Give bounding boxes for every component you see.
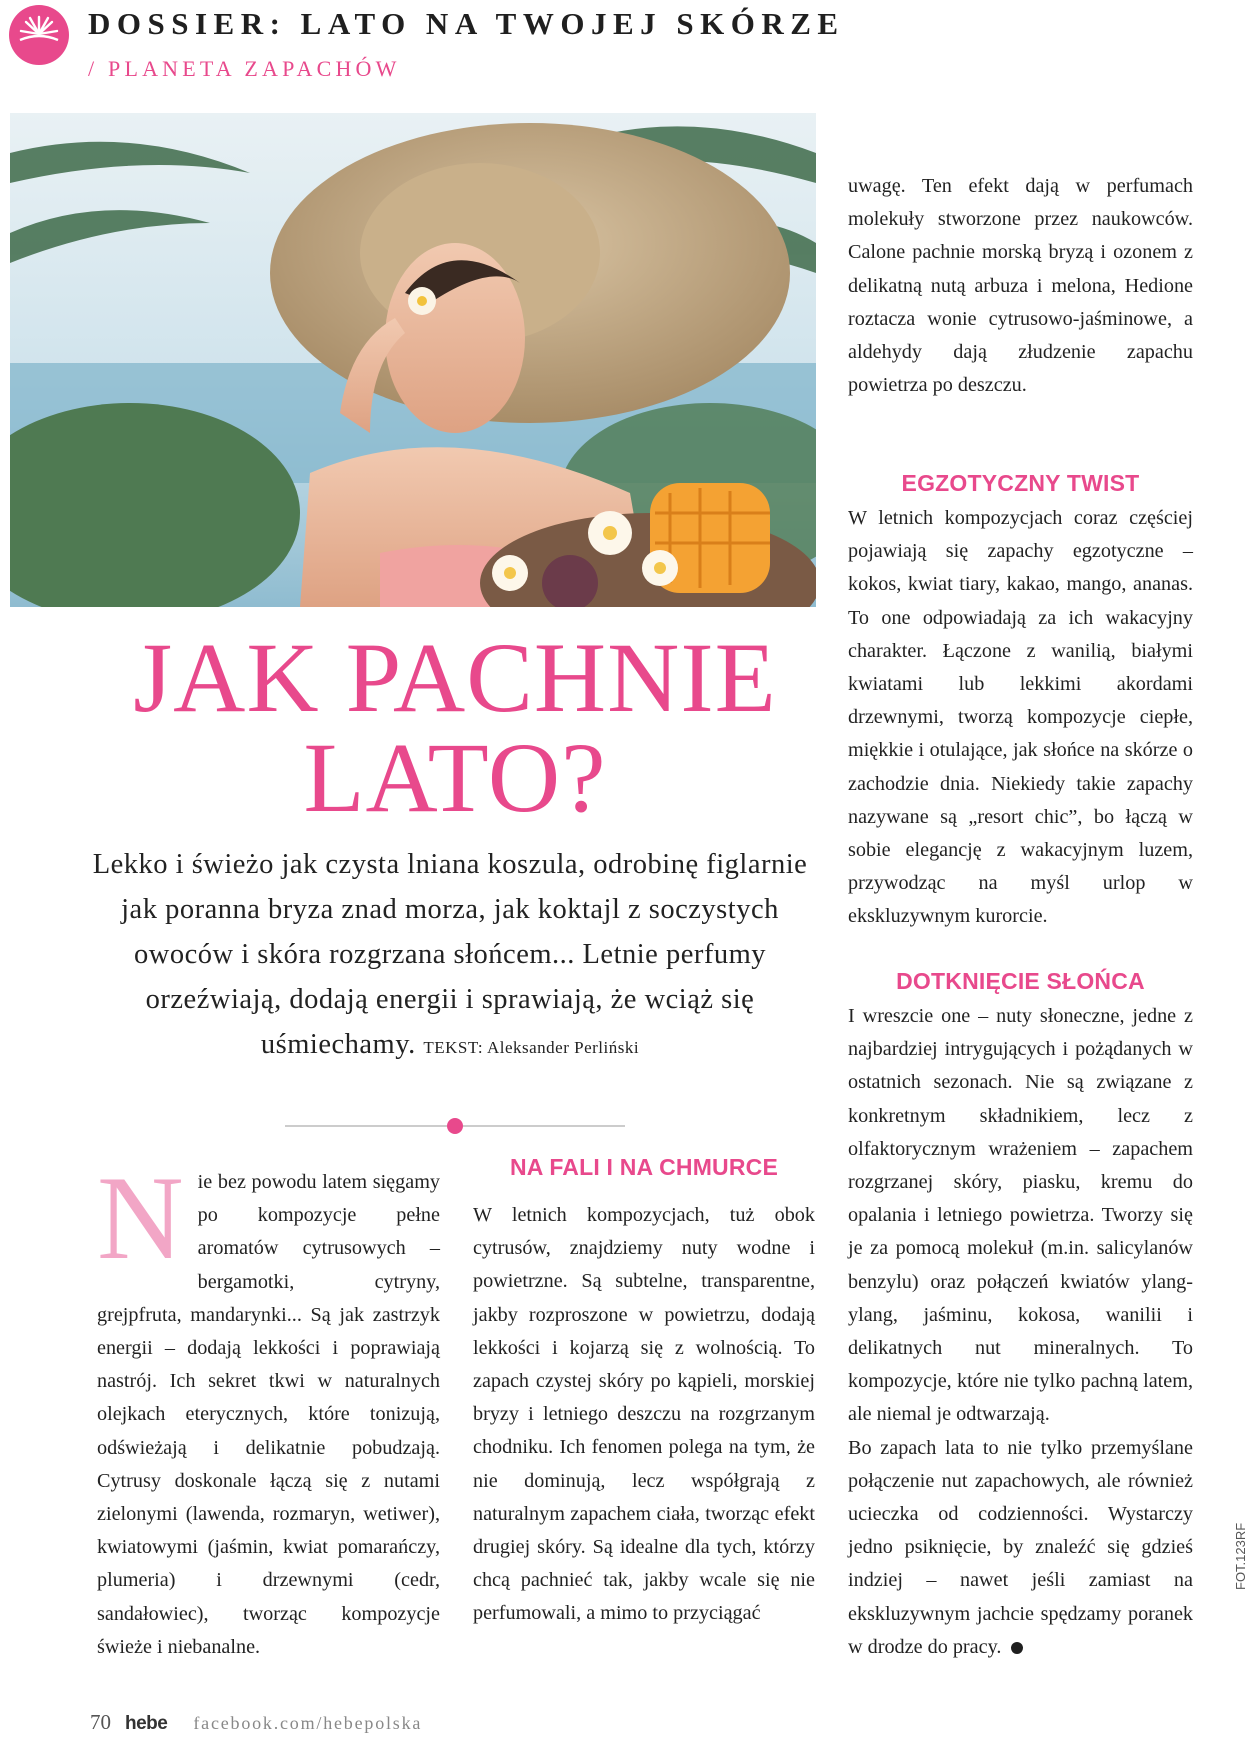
- column-3-continued-text: uwagę. Ten efekt dają w perfumach molekuły stworzone przez naukowców. Calone pachnie morską bryzą i ozonem z delikatną nutą arbuza i melona, Hedione roztacza wonie cytrusowo-jaśminowe, a aldehydy dają złudzenie zapachu powietrza po deszczu.: [848, 175, 1193, 397]
- article-headline: [70, 622, 840, 833]
- author-credit: TEKST: Aleksander Perliński: [423, 1038, 640, 1057]
- drop-cap: N: [97, 1151, 184, 1284]
- brand-logo: hebe: [125, 1713, 168, 1734]
- photo-credit: FOT.123RF: [1233, 1522, 1248, 1590]
- end-dot-icon: [1011, 1642, 1023, 1654]
- article-lead: [80, 842, 820, 1070]
- article-column-1: [97, 1151, 440, 1664]
- article-column-3-egzotyczny: [848, 468, 1193, 934]
- dotkniecie-text: I wreszcie one – nuty słoneczne, jedne z najbardziej intrygujących i pożądanych w ostatnich sezonach. Nie są związane z konkretnym składnikiem, lecz z olfaktorycznym wrażeniem – zapachem rozgrzanej skóry, piasku, kremu do opalania i letniego powietrza. Tworzy się je za pomocą molekuł (m.in. salicylanów benzylu) oraz połączeń kwiatów ylang-ylang, jaśminu, kokosa, wanilii i delikatnych nut mineralnych. To kompozycje, które nie tylko pachną latem, ale niemal je odtwarzają.: [848, 1005, 1193, 1426]
- closing-text-body: Bo zapach lata to nie tylko przemyślane połączenie nut zapachowych, ale również ucieczka od codzienności. Wystarczy jedno psiknięcie, by znaleźć się gdzieś indziej – nawet jeśli zamiast na ekskluzywnym jachcie spędzamy poranek w drodze do pracy.: [848, 1436, 1193, 1658]
- headline-line-1: JAK PACHNIE: [133, 622, 777, 733]
- headline-line-2: LATO?: [303, 722, 607, 833]
- subheading-dotkniecie-slonca: DOTKNIĘCIE SŁOŃCA: [896, 968, 1145, 994]
- pink-dot-divider-icon: [285, 1116, 625, 1136]
- section-subtitle: / PLANETA ZAPACHÓW: [88, 56, 401, 81]
- lead-text: Lekko i świeżo jak czysta lniana koszula, odrobinę figlarnie jak poranna bryza znad morza, jak koktajl z soczystych owoców i skóra rozgrzana słońcem... Letnie perfumy orzeźwiają, dodają energii i sprawiają, że wciąż się uśmiechamy.: [92, 849, 808, 1060]
- egzotyczny-text: W letnich kompozycjach coraz częściej pojawiają się zapachy egzotyczne – kokos, kwiat tiary, kakao, mango, ananas. To one odpowiadają za ich wakacyjny charakter. Łączone z wanilią, białymi kwiatami lub lekkimi akordami drzewnymi, tworzą kompozycje ciepłe, miękkie i otulające, jak słońce na skórze o zachodzie dnia. Niekiedy takie zapachy nazywane są „resort chic”, bo łączą w sobie elegancję z wakacyjnym luzem, przywodząc na myśl urlop w ekskluzywnym kurorcie.: [848, 507, 1193, 928]
- page-number: 70: [90, 1710, 111, 1734]
- subheading-egzotyczny-twist: EGZOTYCZNY TWIST: [901, 470, 1140, 496]
- section-title: DOSSIER: LATO NA TWOJEJ SKÓRZE: [88, 6, 845, 41]
- article-column-3-top: [848, 170, 1193, 402]
- closing-text: [848, 1432, 1193, 1664]
- subheading-na-fali: NA FALI I NA CHMURCE: [509, 1154, 779, 1180]
- article-column-3-dotkniecie: [848, 966, 1193, 1664]
- column-1-text: ie bez powodu latem sięgamy po kompozycje pełne aromatów cytrusowych – bergamotki, cytryny, grejpfruta, mandarynki... Są jak zastrzyk energii – dodają lekkości i poprawiają nastrój. Ich sekret tkwi w naturalnych olejkach eterycznych, które tonizują, odświeżają i delikatnie pobudzają. Cytrusy doskonale łączą się z nutami zielonymi (lawenda, rozmaryn, wetiwer), kwiatowymi (jaśmin, kwiat pomarańczy, plumeria) i drzewnymi (cedr, sandałowiec), tworząc kompozycje świeże i niebanalne.: [97, 1171, 440, 1658]
- page-footer: [90, 1710, 422, 1734]
- article-column-2: [473, 1154, 815, 1631]
- magazine-section-logo-icon: [8, 4, 70, 66]
- facebook-link[interactable]: facebook.com/hebepolska: [193, 1713, 423, 1733]
- hero-photo: [10, 113, 816, 607]
- column-2-text: W letnich kompozycjach, tuż obok cytrusów, znajdziemy nuty wodne i powietrzne. Są subtelne, transparentne, jakby rozproszone w powietrzu, dodają lekkości i kojarzą się z wolnością. To zapach czystej skóry po kąpieli, morskiej bryzy i letniego deszczu na rozgrzanym chodniku. Ich fenomen polega na tym, że nie dominują, lecz współgrają z naturalnym zapachem ciała, tworząc efekt drugiej skóry. Są idealne dla tych, którzy chcą pachnieć tak, jakby wcale się nie perfumowali, a mimo to przyciągać: [473, 1204, 815, 1625]
